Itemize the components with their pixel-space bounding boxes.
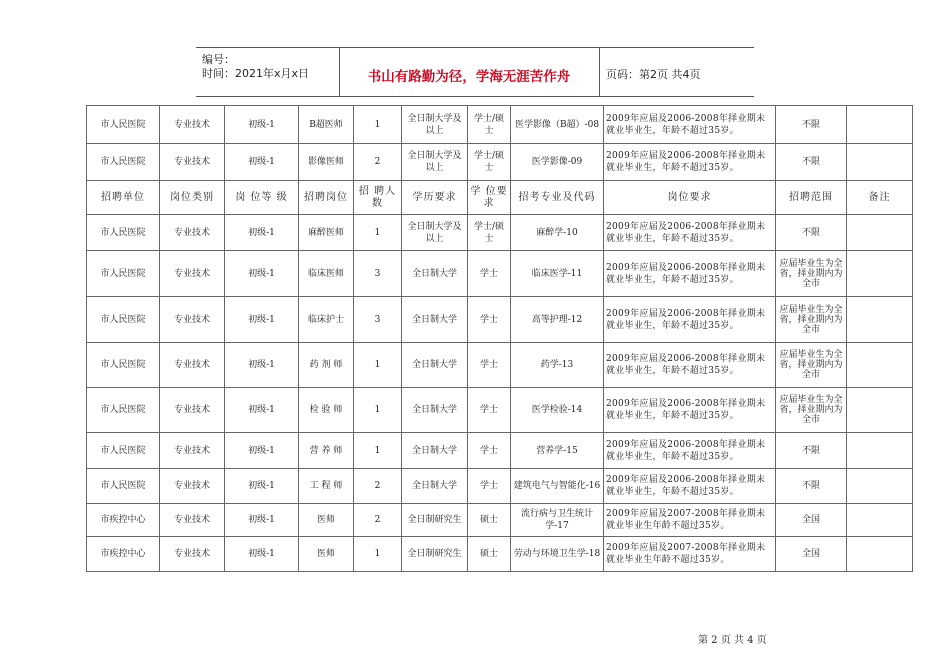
category-cell: 专业技术 [160, 215, 225, 251]
level-cell: 初级-1 [225, 215, 299, 251]
category-cell: 专业技术 [160, 144, 225, 181]
note-cell [847, 106, 913, 144]
column-header: 岗位类别 [160, 181, 225, 215]
education-cell: 全日制研究生 [402, 537, 468, 572]
column-header: 招聘单位 [87, 181, 160, 215]
table-header-row [87, 181, 913, 215]
header-left-cell [196, 48, 340, 96]
major-cell: 药学-13 [511, 343, 604, 388]
category-cell: 专业技术 [160, 537, 225, 572]
requirement-cell: 2009年应届及2006-2008年择业期未就业毕业生，年龄不超过35岁。 [604, 433, 776, 469]
degree-cell: 学士/硕士 [468, 215, 511, 251]
note-cell [847, 433, 913, 469]
level-cell: 初级-1 [225, 144, 299, 181]
count-cell: 2 [354, 504, 402, 537]
major-cell: 流行病与卫生统计学-17 [511, 504, 604, 537]
category-cell: 专业技术 [160, 388, 225, 433]
count-cell: 3 [354, 251, 402, 297]
table-row [87, 433, 913, 469]
post-cell: 麻醉医师 [299, 215, 354, 251]
education-cell: 全日制大学 [402, 343, 468, 388]
requirement-cell: 2009年应届及2006-2008年择业期未就业毕业生，年龄不超过35岁。 [604, 388, 776, 433]
unit-cell: 市疾控中心 [87, 504, 160, 537]
unit-cell: 市人民医院 [87, 388, 160, 433]
category-cell: 专业技术 [160, 469, 225, 504]
count-cell: 3 [354, 297, 402, 343]
requirement-cell: 2009年应届及2006-2008年择业期未就业毕业生，年龄不超过35岁。 [604, 144, 776, 181]
requirement-cell: 2009年应届及2006-2008年择业期未就业毕业生，年龄不超过35岁。 [604, 106, 776, 144]
category-cell: 专业技术 [160, 251, 225, 297]
note-cell [847, 297, 913, 343]
note-cell [847, 469, 913, 504]
requirement-cell: 2009年应届及2006-2008年择业期未就业毕业生，年龄不超过35岁。 [604, 215, 776, 251]
scope-cell: 全国 [776, 504, 847, 537]
education-cell: 全日制大学 [402, 251, 468, 297]
post-cell: 临床护士 [299, 297, 354, 343]
scope-cell: 不限 [776, 144, 847, 181]
degree-cell: 学士 [468, 433, 511, 469]
column-header: 备注 [847, 181, 913, 215]
column-header: 学 位要 求 [468, 181, 511, 215]
post-cell: 药 剂 师 [299, 343, 354, 388]
count-cell: 1 [354, 433, 402, 469]
level-cell: 初级-1 [225, 537, 299, 572]
note-cell [847, 388, 913, 433]
count-cell: 1 [354, 106, 402, 144]
count-cell: 1 [354, 215, 402, 251]
level-cell: 初级-1 [225, 343, 299, 388]
major-cell: 营养学-15 [511, 433, 604, 469]
scope-cell: 不限 [776, 215, 847, 251]
category-cell: 专业技术 [160, 433, 225, 469]
major-cell: 麻醉学-10 [511, 215, 604, 251]
degree-cell: 学士/硕士 [468, 106, 511, 144]
header-motto-cell [339, 48, 600, 96]
scope-cell: 不限 [776, 106, 847, 144]
count-cell: 1 [354, 537, 402, 572]
unit-cell: 市人民医院 [87, 106, 160, 144]
level-cell: 初级-1 [225, 504, 299, 537]
column-header: 招考专业及代码 [511, 181, 604, 215]
post-cell: 营 养 师 [299, 433, 354, 469]
category-cell: 专业技术 [160, 504, 225, 537]
degree-cell: 硕士 [468, 504, 511, 537]
column-header: 招聘范围 [776, 181, 847, 215]
degree-cell: 学士/硕士 [468, 144, 511, 181]
requirement-cell: 2009年应届及2006-2008年择业期未就业毕业生，年龄不超过35岁。 [604, 297, 776, 343]
header-page-number: 页码：第2页 共4页 [606, 68, 701, 81]
category-cell: 专业技术 [160, 106, 225, 144]
header-page-cell [600, 48, 754, 96]
unit-cell: 市疾控中心 [87, 537, 160, 572]
count-cell: 1 [354, 343, 402, 388]
table-row [87, 251, 913, 297]
column-header: 招 聘人 数 [354, 181, 402, 215]
unit-cell: 市人民医院 [87, 343, 160, 388]
scope-cell: 应届毕业生为全省，择业期内为全市 [776, 251, 847, 297]
requirement-cell: 2009年应届及2006-2008年择业期未就业毕业生，年龄不超过35岁。 [604, 469, 776, 504]
unit-cell: 市人民医院 [87, 469, 160, 504]
level-cell: 初级-1 [225, 388, 299, 433]
column-header: 岗 位等 级 [225, 181, 299, 215]
education-cell: 全日制大学 [402, 388, 468, 433]
count-cell: 2 [354, 144, 402, 181]
category-cell: 专业技术 [160, 343, 225, 388]
major-cell: 医学影像（B超）-08 [511, 106, 604, 144]
major-cell: 医学检验-14 [511, 388, 604, 433]
table-row [87, 106, 913, 144]
requirement-cell: 2009年应届及2007-2008年择业期未就业毕业生年龄不超过35岁。 [604, 504, 776, 537]
major-cell: 劳动与环境卫生学-18 [511, 537, 604, 572]
table-row [87, 537, 913, 572]
requirement-cell: 2009年应届及2007-2008年择业期未就业毕业生年龄不超过35岁。 [604, 537, 776, 572]
note-cell [847, 144, 913, 181]
unit-cell: 市人民医院 [87, 215, 160, 251]
header-motto: 书山有路勤为径，学海无涯苦作舟 [367, 69, 571, 85]
table-row [87, 215, 913, 251]
level-cell: 初级-1 [225, 106, 299, 144]
scope-cell: 不限 [776, 433, 847, 469]
post-cell: 医师 [299, 537, 354, 572]
level-cell: 初级-1 [225, 433, 299, 469]
education-cell: 全日制大学 [402, 469, 468, 504]
major-cell: 医学影像-09 [511, 144, 604, 181]
level-cell: 初级-1 [225, 297, 299, 343]
category-cell: 专业技术 [160, 297, 225, 343]
degree-cell: 学士 [468, 343, 511, 388]
table-row [87, 469, 913, 504]
table-row [87, 144, 913, 181]
major-cell: 临床医学-11 [511, 251, 604, 297]
document-code-label: 编号： [202, 53, 235, 66]
note-cell [847, 537, 913, 572]
education-cell: 全日制大学 [402, 297, 468, 343]
table-row [87, 343, 913, 388]
scope-cell: 应届毕业生为全省，择业期内为全市 [776, 388, 847, 433]
count-cell: 2 [354, 469, 402, 504]
table-row [87, 388, 913, 433]
post-cell: 医师 [299, 504, 354, 537]
note-cell [847, 215, 913, 251]
education-cell: 全日制大学及以上 [402, 144, 468, 181]
post-cell: 检 验 师 [299, 388, 354, 433]
degree-cell: 学士 [468, 469, 511, 504]
degree-cell: 硕士 [468, 537, 511, 572]
degree-cell: 学士 [468, 388, 511, 433]
recruitment-table [86, 105, 913, 572]
scope-cell: 应届毕业生为全省，择业期内为全市 [776, 297, 847, 343]
post-cell: 影像医师 [299, 144, 354, 181]
unit-cell: 市人民医院 [87, 297, 160, 343]
post-cell: 临床医师 [299, 251, 354, 297]
table-row [87, 504, 913, 537]
page-header [196, 47, 754, 97]
document-time-label: 时间：2021年x月x日 [202, 67, 310, 80]
degree-cell: 学士 [468, 297, 511, 343]
table-row [87, 297, 913, 343]
column-header: 岗位要求 [604, 181, 776, 215]
major-cell: 建筑电气与智能化-16 [511, 469, 604, 504]
requirement-cell: 2009年应届及2006-2008年择业期未就业毕业生，年龄不超过35岁。 [604, 343, 776, 388]
degree-cell: 学士 [468, 251, 511, 297]
unit-cell: 市人民医院 [87, 433, 160, 469]
education-cell: 全日制大学及以上 [402, 106, 468, 144]
count-cell: 1 [354, 388, 402, 433]
education-cell: 全日制大学及以上 [402, 215, 468, 251]
note-cell [847, 343, 913, 388]
note-cell [847, 251, 913, 297]
scope-cell: 应届毕业生为全省，择业期内为全市 [776, 343, 847, 388]
unit-cell: 市人民医院 [87, 251, 160, 297]
education-cell: 全日制大学 [402, 433, 468, 469]
page-footer: 第 2 页 共 4 页 [698, 635, 767, 646]
note-cell [847, 504, 913, 537]
requirement-cell: 2009年应届及2006-2008年择业期未就业毕业生，年龄不超过35岁。 [604, 251, 776, 297]
scope-cell: 不限 [776, 469, 847, 504]
column-header: 学历要求 [402, 181, 468, 215]
level-cell: 初级-1 [225, 251, 299, 297]
level-cell: 初级-1 [225, 469, 299, 504]
major-cell: 高等护理-12 [511, 297, 604, 343]
post-cell: B超医师 [299, 106, 354, 144]
scope-cell: 全国 [776, 537, 847, 572]
post-cell: 工 程 师 [299, 469, 354, 504]
unit-cell: 市人民医院 [87, 144, 160, 181]
column-header: 招聘岗位 [299, 181, 354, 215]
education-cell: 全日制研究生 [402, 504, 468, 537]
